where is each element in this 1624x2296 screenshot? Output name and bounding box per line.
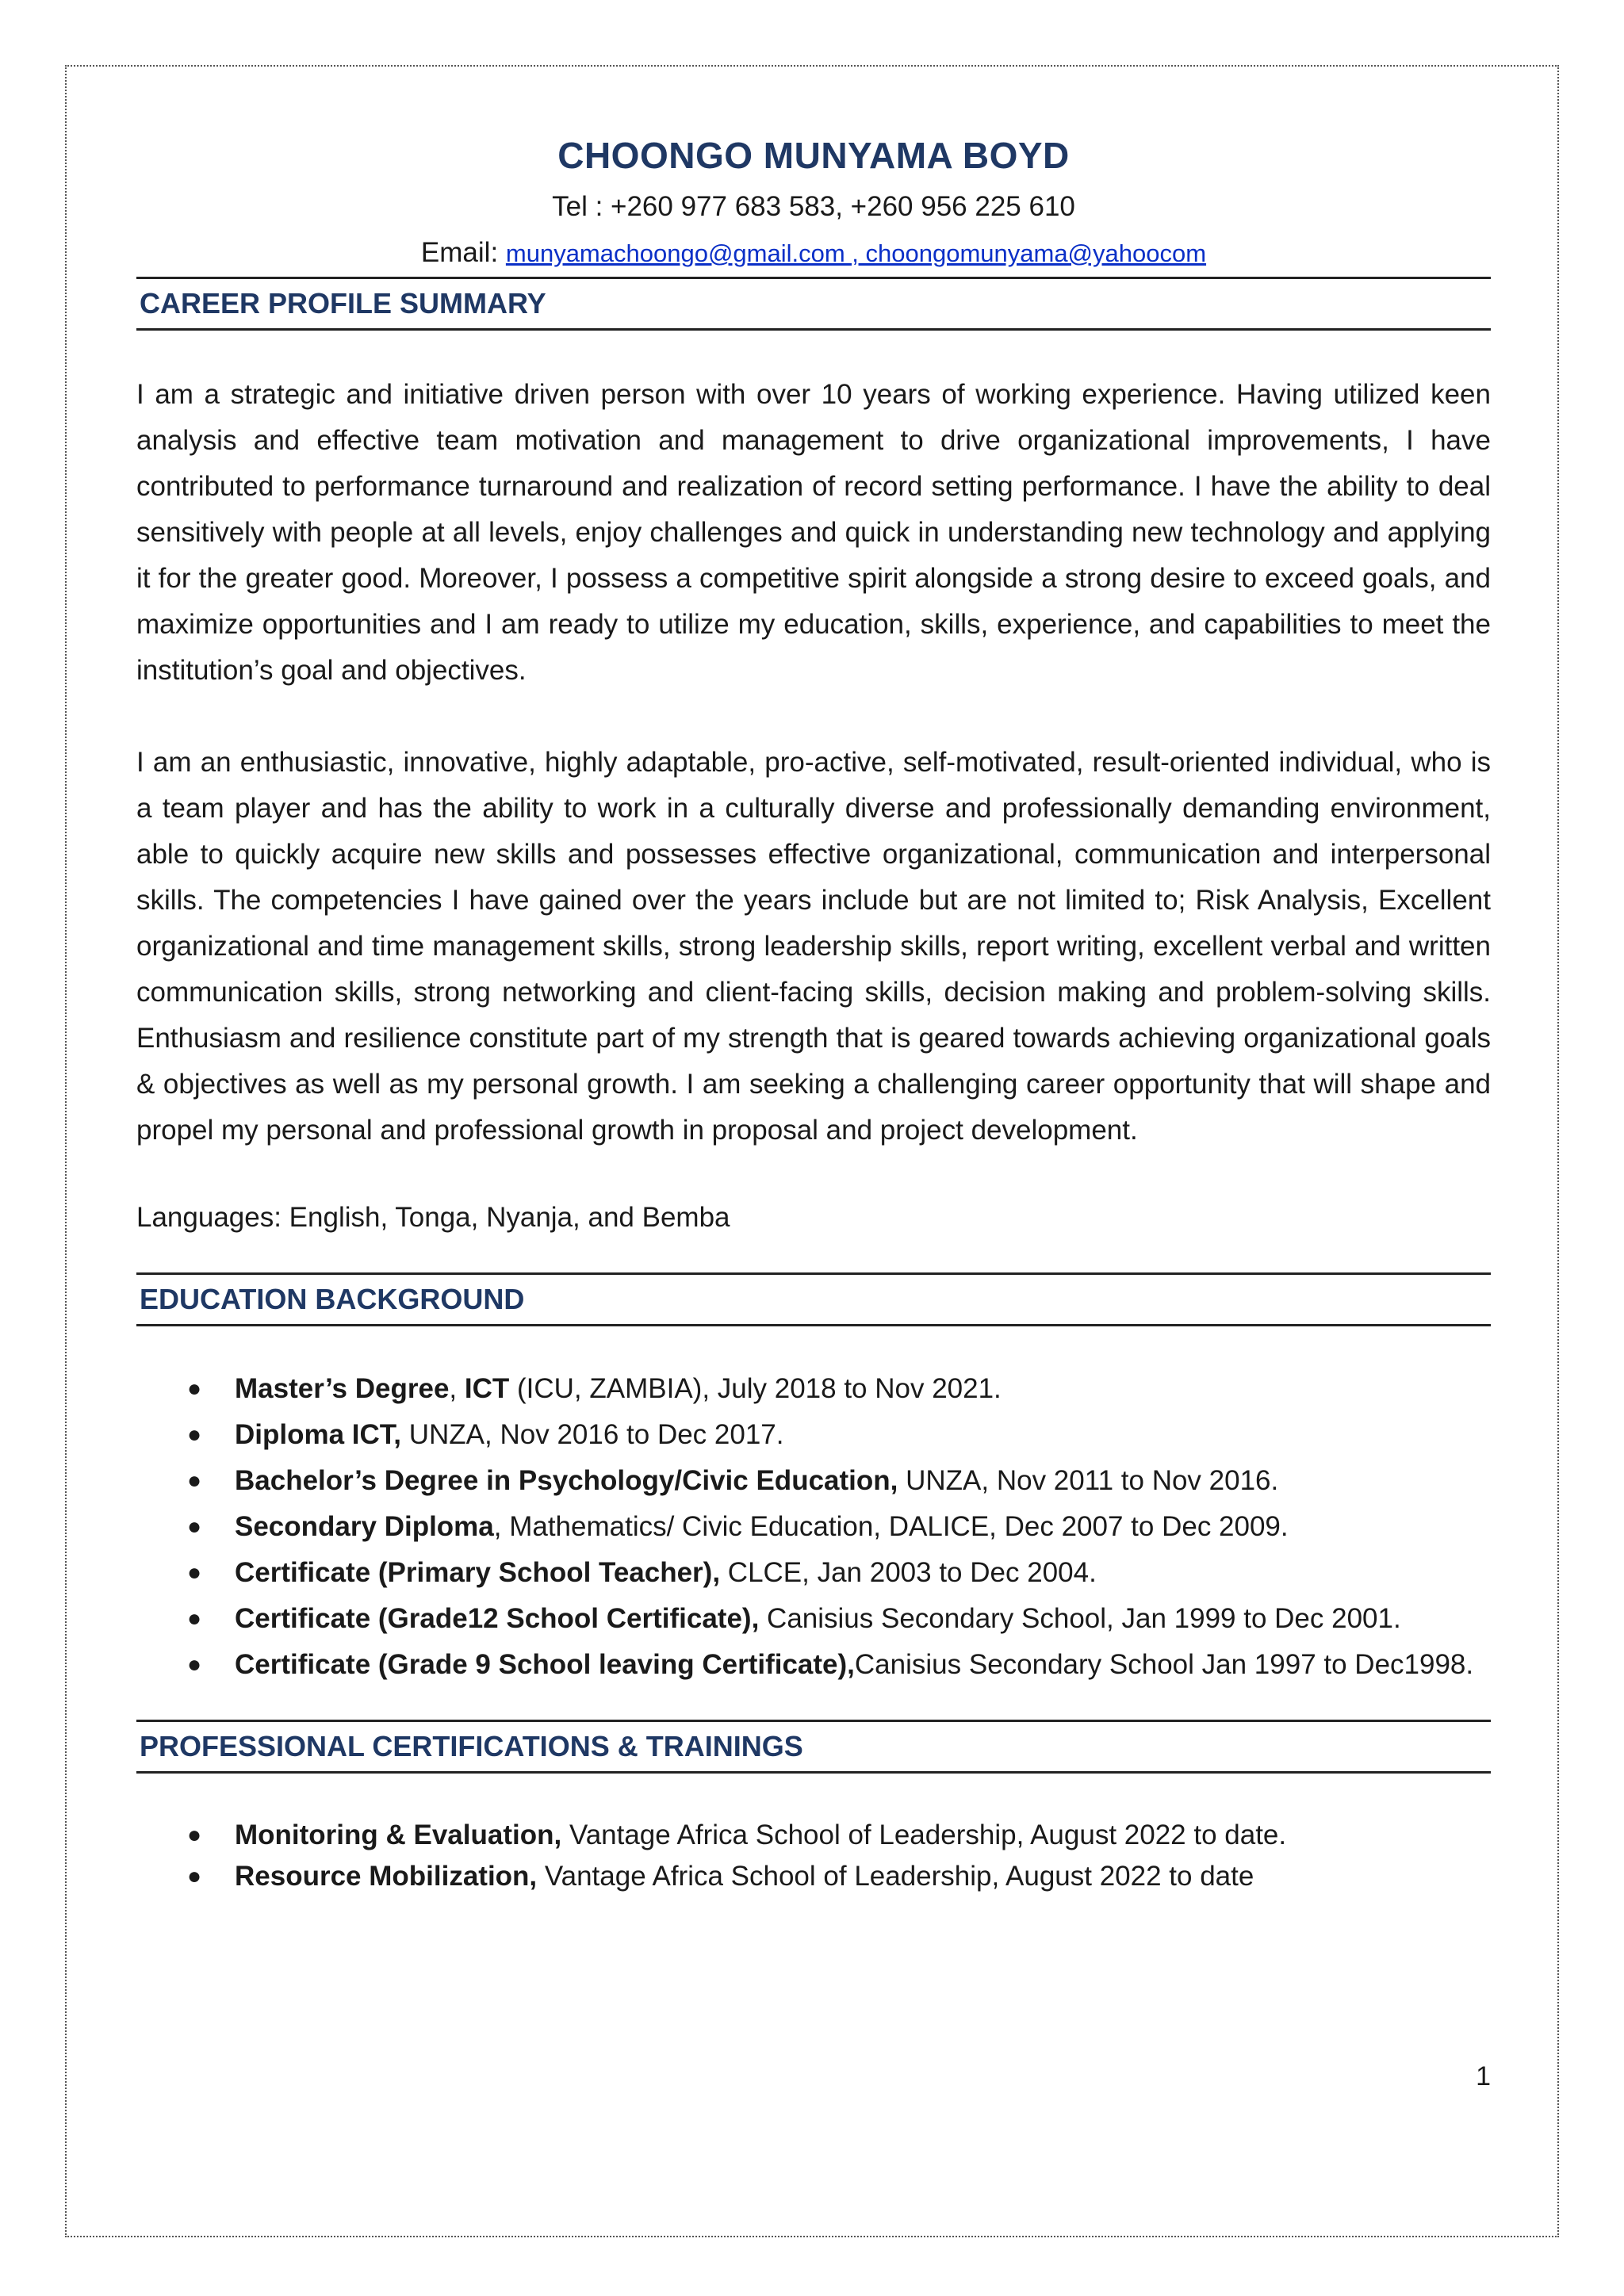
list-item: [136, 1504, 1491, 1550]
career-profile-heading: CAREER PROFILE SUMMARY: [136, 277, 1491, 331]
item-title: Certificate (Primary School Teacher),: [235, 1557, 721, 1588]
bullet-icon: ●: [187, 1651, 202, 1678]
bullet-icon: ●: [187, 1376, 202, 1402]
item-separator: ,: [449, 1373, 465, 1404]
education-heading: EDUCATION BACKGROUND: [136, 1272, 1491, 1326]
bullet-icon: ●: [187, 1822, 202, 1848]
list-item: [136, 1642, 1491, 1688]
list-item: [136, 1412, 1491, 1458]
item-detail: Canisius Secondary School Jan 1997 to Dec1998.: [854, 1649, 1474, 1680]
list-item: [136, 1815, 1491, 1856]
telephone-line: [136, 184, 1491, 230]
item-detail: UNZA, Nov 2016 to Dec 2017.: [401, 1419, 784, 1450]
item-detail: , Mathematics/ Civic Education, DALICE, Dec 2007 to Dec 2009.: [493, 1511, 1289, 1542]
item-detail: CLCE, Jan 2003 to Dec 2004.: [720, 1557, 1097, 1588]
list-item: [136, 1596, 1491, 1642]
list-item: [136, 1856, 1491, 1897]
bullet-icon: ●: [187, 1468, 202, 1494]
tel-numbers: +260 977 683 583, +260 956 225 610: [611, 191, 1075, 222]
languages-line: Languages: English, Tonga, Nyanja, and Bemba: [136, 1202, 730, 1233]
bullet-icon: ●: [187, 1559, 202, 1586]
resume-content: [136, 127, 1491, 1897]
certifications-list: [136, 1815, 1491, 1897]
item-title: Monitoring & Evaluation,: [235, 1820, 562, 1850]
list-item: [136, 1550, 1491, 1596]
item-detail: Vantage Africa School of Leadership, August 2022 to date: [537, 1861, 1254, 1892]
item-detail: UNZA, Nov 2011 to Nov 2016.: [898, 1465, 1279, 1496]
certifications-heading: PROFESSIONAL CERTIFICATIONS & TRAININGS: [136, 1720, 1491, 1774]
list-item: [136, 1458, 1491, 1504]
item-title: Diploma ICT,: [235, 1419, 402, 1450]
bullet-icon: ●: [187, 1863, 202, 1889]
item-title: Bachelor’s Degree in Psychology/Civic Education,: [235, 1465, 898, 1496]
item-title: Resource Mobilization,: [235, 1861, 538, 1892]
item-field: ICT: [464, 1373, 510, 1404]
bullet-icon: ●: [187, 1605, 202, 1632]
page-number: 1: [1476, 2061, 1491, 2091]
tel-label: Tel :: [552, 191, 611, 222]
item-title: Secondary Diploma: [235, 1511, 494, 1542]
career-summary-paragraph-1: I am a strategic and initiative driven person with over 10 years of working experience. Having utilized keen analysis and effective team motivation and management to drive organizational improvements, I have contributed to performance turnaround and realization of record setting performance. I have the ability to deal sensitively with people at all levels, enjoy challenges and quick in understanding new technology and applying it for the greater good. Moreover, I possess a competitive spirit alongside a strong desire to exceed goals, and maximize opportunities and I am ready to utilize my education, skills, experience, and capabilities to meet the institution’s goal and objectives.: [136, 379, 1491, 686]
item-detail: Canisius Secondary School, Jan 1999 to Dec 2001.: [759, 1603, 1401, 1634]
item-title: Master’s Degree: [235, 1373, 450, 1404]
item-detail: Vantage Africa School of Leadership, August 2022 to date.: [561, 1820, 1287, 1850]
item-detail: (ICU, ZAMBIA), July 2018 to Nov 2021.: [509, 1373, 1002, 1404]
email-links[interactable]: munyamachoongo@gmail.com , choongomunyama@yahoocom: [505, 239, 1207, 267]
candidate-name: CHOONGO MUNYAMA BOYD: [557, 135, 1070, 176]
list-item: [136, 1366, 1491, 1412]
item-title: Certificate (Grade12 School Certificate),: [235, 1603, 760, 1634]
email-line: [136, 230, 1491, 277]
email-label: Email:: [420, 237, 506, 268]
item-title: Certificate (Grade 9 School leaving Certificate),: [235, 1649, 855, 1680]
bullet-icon: ●: [187, 1422, 202, 1448]
education-list: [136, 1366, 1491, 1688]
bullet-icon: ●: [187, 1513, 202, 1540]
career-summary-paragraph-2: I am an enthusiastic, innovative, highly adaptable, pro-active, self-motivated, result-oriented individual, who is a team player and has the ability to work in a culturally diverse and professionally demanding environment, able to quickly acquire new skills and possesses effective organizational, communication and interpersonal skills. The competencies I have gained over the years include but are not limited to; Risk Analysis, Excellent organizational and time management skills, strong leadership skills, report writing, excellent verbal and written communication skills, strong networking and client-facing skills, decision making and problem-solving skills. Enthusiasm and resilience constitute part of my strength that is geared towards achieving organizational goals & objectives as well as my personal growth. I am seeking a challenging career opportunity that will shape and propel my personal and professional growth in proposal and project development.: [136, 747, 1491, 1146]
